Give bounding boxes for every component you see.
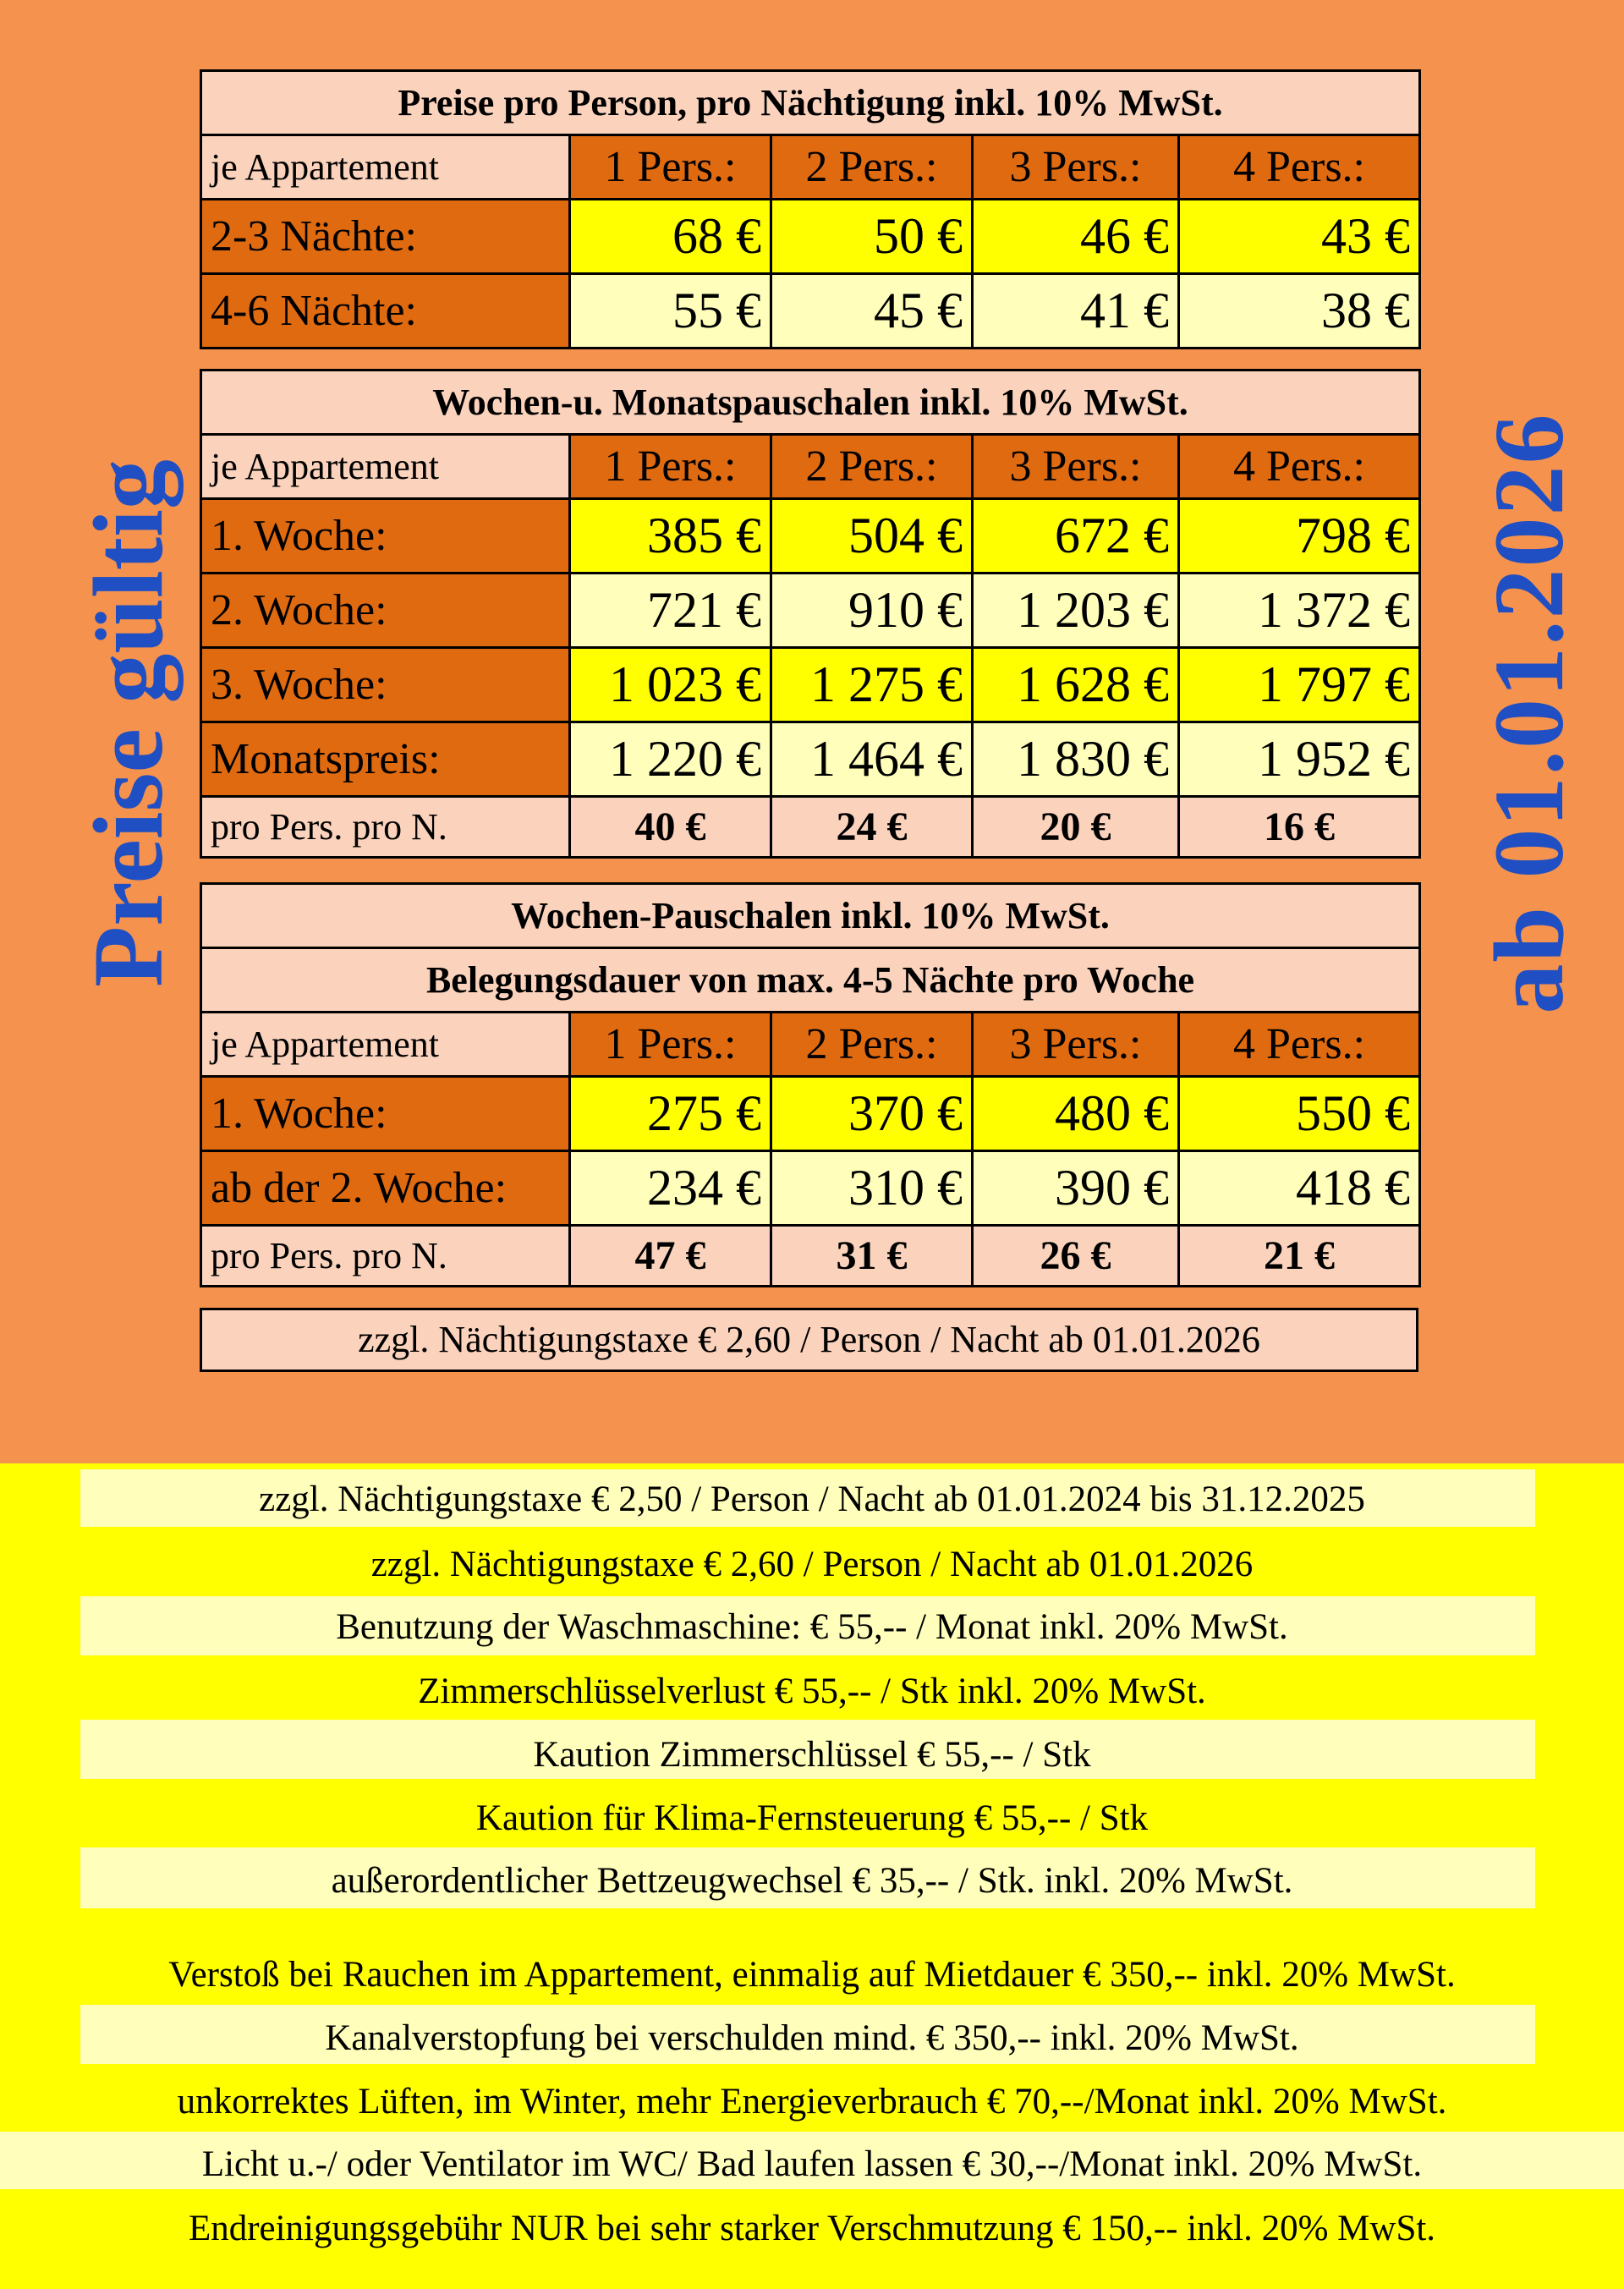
per-person-label: pro Pers. pro N. <box>201 1226 570 1287</box>
col-header: 4 Pers.: <box>1179 1013 1420 1077</box>
row-label: 1. Woche: <box>201 1077 570 1151</box>
per-person-cell: 16 € <box>1179 797 1420 858</box>
col-header: 4 Pers.: <box>1179 435 1420 499</box>
price-cell: 385 € <box>570 499 771 574</box>
table-row <box>201 1151 1420 1226</box>
col-header: 4 Pers.: <box>1179 135 1420 200</box>
table-subtitle: Belegungsdauer von max. 4-5 Nächte pro Woche <box>201 948 1420 1013</box>
row-label: Monatspreis: <box>201 722 570 797</box>
fee-line: Kaution Zimmerschlüssel € 55,-- / Stk <box>533 1735 1091 1775</box>
fee-line: außerordentlicher Bettzeugwechsel € 35,-- / Stk. inkl. 20% MwSt. <box>331 1861 1293 1901</box>
col-header: 3 Pers.: <box>973 135 1179 200</box>
price-cell: 798 € <box>1179 499 1420 574</box>
price-cell: 418 € <box>1179 1151 1420 1226</box>
price-cell: 370 € <box>771 1077 973 1151</box>
price-cell: 672 € <box>973 499 1179 574</box>
price-cell: 310 € <box>771 1151 973 1226</box>
price-cell: 234 € <box>570 1151 771 1226</box>
price-cell: 45 € <box>771 274 973 349</box>
price-cell: 390 € <box>973 1151 1179 1226</box>
fee-line: Zimmerschlüsselverlust € 55,-- / Stk inkl. 20% MwSt. <box>418 1671 1206 1711</box>
price-cell: 275 € <box>570 1077 771 1151</box>
table-row <box>201 200 1420 274</box>
side-label-date: ab 01.01.2026 <box>1473 412 1584 1014</box>
table-row <box>201 1226 1420 1287</box>
price-cell: 550 € <box>1179 1077 1420 1151</box>
weekly-monthly-table <box>200 369 1421 859</box>
fee-line: Endreinigungsgebühr NUR bei sehr starker Verschmutzung € 150,-- inkl. 20% MwSt. <box>188 2209 1436 2248</box>
row-header-label: je Appartement <box>201 1013 570 1077</box>
price-cell: 41 € <box>973 274 1179 349</box>
per-person-cell: 40 € <box>570 797 771 858</box>
per-person-cell: 20 € <box>973 797 1179 858</box>
nightly-price-table <box>200 69 1421 349</box>
price-cell: 55 € <box>570 274 771 349</box>
price-cell: 1 952 € <box>1179 722 1420 797</box>
row-label: 2. Woche: <box>201 574 570 648</box>
price-cell: 1 023 € <box>570 648 771 722</box>
price-cell: 46 € <box>973 200 1179 274</box>
price-cell: 910 € <box>771 574 973 648</box>
price-cell: 1 628 € <box>973 648 1179 722</box>
fee-line: zzgl. Nächtigungstaxe € 2,60 / Person / Nacht ab 01.01.2026 <box>370 1545 1254 1584</box>
per-person-cell: 47 € <box>570 1226 771 1287</box>
fee-line: Benutzung der Waschmaschine: € 55,-- / Monat inkl. 20% MwSt. <box>336 1607 1288 1647</box>
table-title: Wochen-Pauschalen inkl. 10% MwSt. <box>201 884 1420 948</box>
row-label: 2-3 Nächte: <box>201 200 570 274</box>
col-header: 1 Pers.: <box>570 435 771 499</box>
per-person-cell: 31 € <box>771 1226 973 1287</box>
table-row <box>201 499 1420 574</box>
col-header: 3 Pers.: <box>973 435 1179 499</box>
table-row <box>201 574 1420 648</box>
per-person-cell: 24 € <box>771 797 973 858</box>
price-cell: 38 € <box>1179 274 1420 349</box>
row-label: 4-6 Nächte: <box>201 274 570 349</box>
per-person-label: pro Pers. pro N. <box>201 797 570 858</box>
price-cell: 504 € <box>771 499 973 574</box>
tourist-tax-note: zzgl. Nächtigungstaxe € 2,60 / Person / Nacht ab 01.01.2026 <box>200 1308 1418 1372</box>
price-cell: 1 464 € <box>771 722 973 797</box>
weekly-flat-rate-table <box>200 882 1421 1287</box>
row-header-label: je Appartement <box>201 135 570 200</box>
row-label: 1. Woche: <box>201 499 570 574</box>
table-row <box>201 1077 1420 1151</box>
table-title: Wochen-u. Monatspauschalen inkl. 10% MwSt. <box>201 371 1420 435</box>
table-row <box>201 722 1420 797</box>
per-person-cell: 26 € <box>973 1226 1179 1287</box>
price-cell: 43 € <box>1179 200 1420 274</box>
fee-line: Kanalverstopfung bei verschulden mind. € 350,-- inkl. 20% MwSt. <box>325 2018 1299 2058</box>
price-cell: 50 € <box>771 200 973 274</box>
col-header: 1 Pers.: <box>570 1013 771 1077</box>
table-row <box>201 274 1420 349</box>
per-person-cell: 21 € <box>1179 1226 1420 1287</box>
row-label: ab der 2. Woche: <box>201 1151 570 1226</box>
fee-line: Kaution für Klima-Fernsteuerung € 55,-- / Stk <box>475 1798 1149 1838</box>
price-cell: 480 € <box>973 1077 1179 1151</box>
fee-line: Licht u.-/ oder Ventilator im WC/ Bad laufen lassen € 30,--/Monat inkl. 20% MwSt. <box>201 2144 1423 2184</box>
price-cell: 721 € <box>570 574 771 648</box>
price-cell: 1 797 € <box>1179 648 1420 722</box>
col-header: 2 Pers.: <box>771 1013 973 1077</box>
table-row <box>201 648 1420 722</box>
price-cell: 1 220 € <box>570 722 771 797</box>
price-cell: 1 372 € <box>1179 574 1420 648</box>
row-label: 3. Woche: <box>201 648 570 722</box>
side-label-valid: Preise gültig <box>73 459 184 987</box>
table-row <box>201 797 1420 858</box>
col-header: 2 Pers.: <box>771 135 973 200</box>
price-cell: 1 203 € <box>973 574 1179 648</box>
price-cell: 1 275 € <box>771 648 973 722</box>
price-cell: 1 830 € <box>973 722 1179 797</box>
col-header: 2 Pers.: <box>771 435 973 499</box>
col-header: 3 Pers.: <box>973 1013 1179 1077</box>
price-cell: 68 € <box>570 200 771 274</box>
col-header: 1 Pers.: <box>570 135 771 200</box>
fee-line: zzgl. Nächtigungstaxe € 2,50 / Person / Nacht ab 01.01.2024 bis 31.12.2025 <box>259 1479 1365 1519</box>
table-title: Preise pro Person, pro Nächtigung inkl. 10% MwSt. <box>201 71 1420 135</box>
fee-line: unkorrektes Lüften, im Winter, mehr Energieverbrauch € 70,--/Monat inkl. 20% MwSt. <box>177 2082 1447 2122</box>
row-header-label: je Appartement <box>201 435 570 499</box>
fee-line: Verstoß bei Rauchen im Appartement, einmalig auf Mietdauer € 350,-- inkl. 20% MwSt. <box>168 1955 1456 1995</box>
